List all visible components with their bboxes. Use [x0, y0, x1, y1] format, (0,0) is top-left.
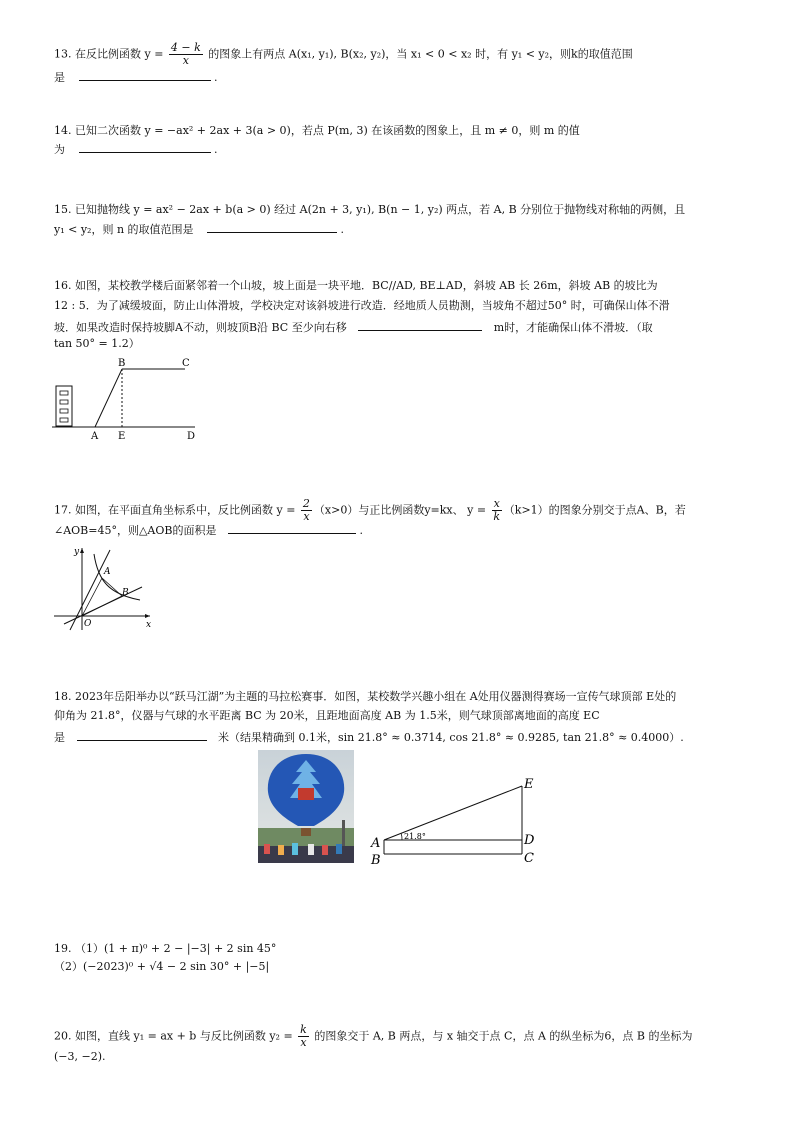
segment-OB — [82, 596, 122, 616]
segment-AB — [102, 578, 122, 596]
building-window — [60, 409, 68, 413]
q16-line4 — [54, 336, 140, 352]
q14-end: . — [214, 143, 218, 156]
building-window — [60, 400, 68, 404]
label-B: B — [118, 358, 126, 369]
hot-air-balloon-photo — [258, 750, 354, 863]
q17-fraction-1 — [301, 498, 312, 523]
q15-number: 15. — [54, 203, 72, 216]
q19-line1 — [54, 941, 276, 957]
label-E: E — [524, 777, 534, 792]
q13-line2 — [54, 68, 218, 86]
q16-line3 — [54, 318, 653, 336]
q19-part1: （1）(1 + π)⁰ + 2 − |−3| + 2 sin 45° — [75, 942, 277, 955]
q13-text-pre: 在反比例函数 y = — [75, 47, 167, 61]
q17-f2-num: x — [493, 497, 500, 510]
q20-frac-den: x — [300, 1036, 307, 1049]
label-x: x — [146, 620, 152, 630]
q14-answer-blank[interactable] — [79, 140, 211, 153]
q13-number: 13. — [54, 47, 72, 61]
label-A: A — [371, 836, 381, 851]
q19-line2 — [54, 959, 269, 975]
q17-post: （k>1）的图象分别交于点A、B，若 — [503, 503, 686, 517]
label-D: D — [524, 833, 535, 848]
label-O: O — [84, 619, 92, 629]
q18-line3-post: 米（结果精确到 0.1米，sin 21.8° ≈ 0.3714, cos 21.8° ≈ 0.9285, tan 21.8° ≈ 0.4000）. — [218, 731, 684, 744]
angle-label: 21.8° — [404, 832, 426, 841]
q17-f1-num: 2 — [302, 497, 310, 510]
q20-line1 — [54, 1024, 692, 1049]
q20-post: 的图象交于 A, B 两点，与 x 轴交于点 C，点 A 的纵坐标为6，点 B 的坐标为 — [310, 1029, 693, 1043]
q17-f1-den: x — [303, 510, 310, 523]
lamp-post — [342, 820, 345, 850]
q18-number: 18. — [54, 690, 72, 703]
q19-number: 19. — [54, 942, 72, 955]
q14-line2-text: 为 — [54, 143, 65, 156]
q16-line4-text: tan 50° = 1.2） — [54, 337, 140, 350]
q19-part2: （2）(−2023)⁰ + √4 − 2 sin 30° + |−5| — [54, 960, 270, 973]
q16-number: 16. — [54, 279, 72, 292]
q17-end: . — [359, 524, 363, 537]
q14-text: 已知二次函数 y = −ax² + 2ax + 3(a > 0)，若点 P(m, 3) 在该函数的图象上，且 m ≠ 0，则 m 的值 — [75, 124, 580, 137]
slope-AB — [95, 369, 122, 427]
q20-pre: 如图，直线 y₁ = ax + b 与反比例函数 y₂ = — [75, 1029, 297, 1043]
q13-text-post: 的图象上有两点 A(x₁, y₁), B(x₂, y₂)，当 x₁ < 0 < x₂ 时，有 y₁ < y₂，则k的取值范围 — [204, 47, 633, 61]
label-E: E — [118, 431, 126, 442]
q13-end: . — [214, 71, 218, 84]
x-axis-arrow — [145, 614, 150, 618]
label-C: C — [182, 358, 190, 369]
q17-coordinate-figure — [50, 540, 160, 632]
q20-line2-text: (−3, −2). — [54, 1050, 106, 1063]
q17-mid: （x>0）与正比例函数y=kx、 y = — [313, 503, 490, 517]
q17-line2 — [54, 521, 363, 539]
q17-line1 — [54, 498, 686, 523]
balloon-basket — [301, 828, 311, 836]
q14-line1 — [54, 123, 580, 139]
q16-line3-post: m时，才能确保山体不滑坡．（取 — [493, 321, 653, 334]
q15-line1 — [54, 202, 685, 218]
q16-line3-pre: 坡．如果改造时保持坡脚A不动，则坡顶B沿 BC 至少向右移 — [54, 321, 347, 334]
label-D: D — [187, 431, 196, 442]
q17-f2-den: k — [493, 510, 500, 523]
q18-line3-pre: 是 — [54, 731, 65, 744]
q17-fraction-2 — [492, 498, 502, 523]
q13-answer-blank[interactable] — [79, 68, 211, 81]
q13-line2-text: 是 — [54, 71, 65, 84]
q15-line2-text: y₁ < y₂，则 n 的取值范围是 — [54, 223, 194, 236]
label-A: A — [91, 431, 99, 442]
q13-frac-num: 4 − k — [170, 41, 201, 54]
q16-answer-blank[interactable] — [358, 318, 482, 331]
q20-line2 — [54, 1049, 106, 1065]
q18-line1 — [54, 689, 676, 705]
q14-line2 — [54, 140, 218, 158]
label-B: B — [371, 853, 381, 868]
building-window — [60, 418, 68, 422]
q18-elevation-figure — [368, 770, 548, 868]
label-B: B — [122, 588, 129, 598]
label-C: C — [524, 851, 534, 866]
q16-line1-text: 如图，某校教学楼后面紧邻着一个山坡，坡上面是一块平地．BC//AD, BE⊥AD，斜坡 AB 长 26m，斜坡 AB 的坡比为 — [75, 279, 658, 292]
q20-frac-num: k — [300, 1023, 307, 1036]
q17-line2-pre: ∠AOB=45°，则△AOB的面积是 — [54, 524, 217, 537]
q18-answer-blank[interactable] — [77, 728, 207, 741]
q18-line2 — [54, 708, 600, 724]
q15-line2 — [54, 220, 344, 238]
building-window — [60, 391, 68, 395]
q18-line1-text: 2023年岳阳举办以“跃马江湖”为主题的马拉松赛事．如图，某校数学兴趣小组在 A处用仪器测得赛场一宣传气球顶部 E处的 — [75, 690, 677, 703]
q20-fraction — [298, 1024, 309, 1049]
q16-line1 — [54, 278, 658, 294]
q14-number: 14. — [54, 124, 72, 137]
q20-number: 20. — [54, 1029, 72, 1043]
q17-number: 17. — [54, 503, 72, 517]
school-building — [56, 386, 72, 426]
hyperbola-curve — [94, 554, 140, 600]
q15-end: . — [340, 223, 345, 236]
q15-answer-blank[interactable] — [207, 220, 337, 233]
y-axis-arrow — [80, 548, 84, 553]
q17-pre: 如图，在平面直角坐标系中，反比例函数 y = — [75, 503, 299, 517]
q18-line2-text: 仰角为 21.8°，仪器与气球的水平距离 BC 为 20米，且距地面高度 AB 为 1.5米，则气球顶部离地面的高度 EC — [54, 709, 600, 722]
q18-line3 — [54, 728, 684, 746]
q17-answer-blank[interactable] — [228, 521, 356, 534]
q13-line1 — [54, 42, 633, 67]
q16-slope-figure — [50, 355, 210, 445]
q16-line2-text: 12 : 5．为了减缓坡面，防止山体滑坡，学校决定对该斜坡进行改造．经地质人员勘测，当坡角不超过50° 时，可确保山体不滑 — [54, 299, 670, 312]
q16-line2 — [54, 298, 670, 314]
label-y: y — [74, 547, 80, 557]
balloon-emblem — [298, 788, 314, 800]
q13-fraction — [169, 42, 203, 67]
angle-arc — [401, 833, 402, 840]
label-A: A — [104, 567, 111, 577]
q15-text: 已知抛物线 y = ax² − 2ax + b(a > 0) 经过 A(2n + 3, y₁), B(n − 1, y₂) 两点，若 A, B 分别位于抛物线对称轴的两侧，且 — [75, 203, 686, 216]
q13-frac-den: x — [182, 54, 189, 67]
